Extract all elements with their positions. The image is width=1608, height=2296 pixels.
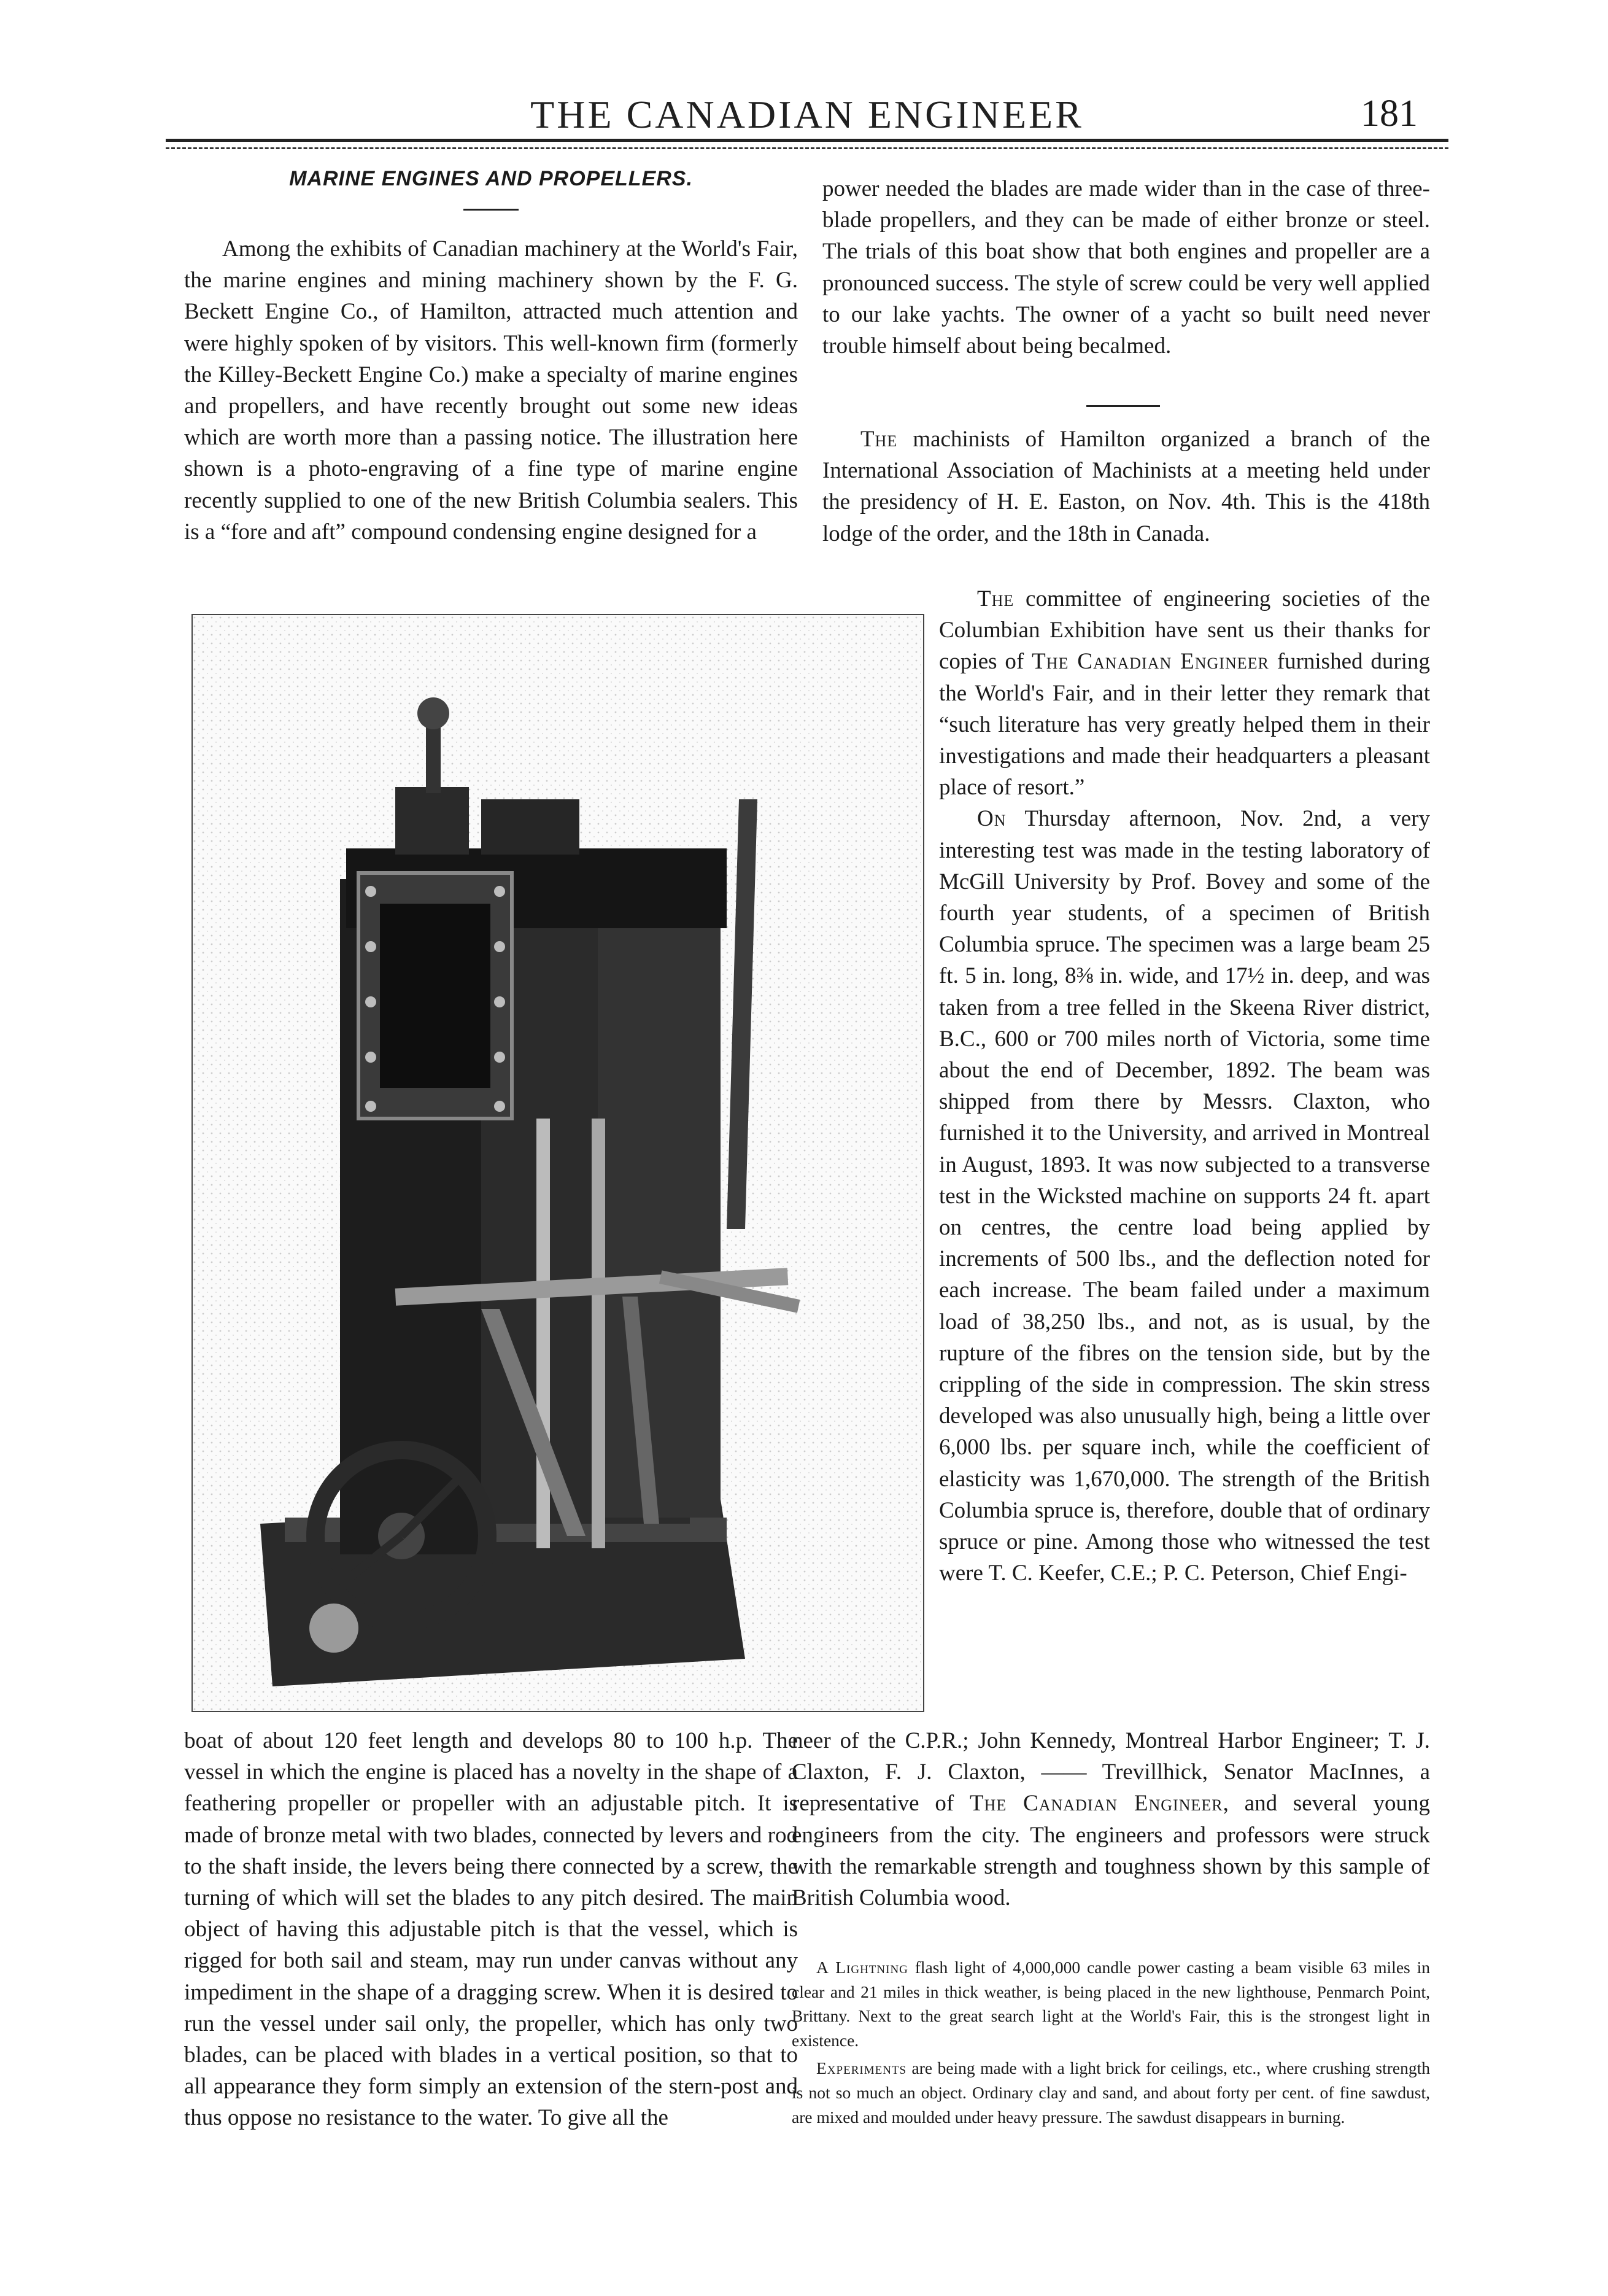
machinists-text: machinists of Hamilton organized a branch of the International Association of Machinists at a meeting held under the presidency of H. E. Easton, on Nov. 4th. This is the 418th lodge of the order, and the 18th in Canada. [822, 427, 1430, 546]
publication-name-2: The Canadian Engineer [969, 1791, 1223, 1817]
section-rule [1086, 405, 1160, 407]
test-text-b: neer of the C.P.R.; John Kennedy, Montreal Harbor Engineer; T. J. Claxton, F. J. Claxton, —— Trevillhick, Senator MacInnes, a representative of [792, 1728, 1430, 1817]
header-rule-dashed [166, 147, 1448, 149]
experiments-lead: Experiments [816, 2058, 907, 2078]
committee-text-a: committee of engineering societies of the Columbian Exhibition have sent us their thanks for copies of [939, 586, 1430, 675]
lightning-note: flash light of 4,000,000 candle power casting a beam visible 63 miles in clear and 21 miles in thick weather, is being placed in the new lighthouse, Penmarch Point, Brittany. Next to the great search light at the World's Fair, this is the strongest light in existence. [792, 1958, 1430, 2050]
test-text-a: Thursday afternoon, Nov. 2nd, a very interesting test was made in the testing laboratory of McGill University by Prof. Bovey and some of the fourth year students, of a specimen of British Columbia spruce. The specimen was a large beam 25 ft. 5 in. long, 8⅜ in. wide, and 17½ in. deep, and was taken from a tree felled in the Skeena River district, B.C., 600 or 700 miles north of Victoria, some time about the end of December, 1892. The beam was shipped from there by Messrs. Claxton, who furnished it to the University, and arrived in Montreal in August, 1893. It was now subjected to a transverse test in the Wicksted machine on supports 24 ft. apart on centres, the centre load being applied by increments of 500 lbs., and the deflection noted for each increase. The beam failed under a maximum load of 38,250 lbs., and not, as is usual, by the rupture of the fibres on the tension side, but by the crippling of the side in compression. The skin stress developed was also unusually high, being a little over 6,000 lbs. per square inch, while the coefficient of elasticity was 1,670,000. The strength of the British Columbia spruce is, therefore, double that of ordinary spruce or pine. Among those who witnessed the test were T. C. Keefer, C.E.; P. C. Peterson, Chief Engi- [939, 806, 1430, 1586]
machinists-item [822, 424, 1430, 549]
article-headline: MARINE ENGINES AND PROPELLERS. [289, 167, 693, 190]
page-number: 181 [1361, 93, 1418, 134]
article-paragraph-1: Among the exhibits of Canadian machinery at the World's Fair, the marine engines and mining machinery shown by the F. G. Beckett Engine Co., of Hamilton, attracted much attention and were highly spoken of by visitors. This well-known firm (formerly the Killey-Beckett Engine Co.) make a specialty of marine engines and propellers, and have recently brought out some new ideas which are worth more than a passing notice. The illustration here shown is a photo-engraving of a fine type of marine engine recently supplied to one of the new British Columbia sealers. This is a “fore and aft” compound condensing engine designed for a [184, 236, 798, 545]
article-column-left-bottom [184, 1725, 798, 2134]
brief-notes [792, 1955, 1430, 2133]
experiments-note: are being made with a light brick for ceilings, etc., where crushing strength is not so much an object. Ordinary clay and sand, and about forty per cent. of fine sawdust, are mixed and moulded under heavy pressure. The sawdust disappears in burning. [792, 2058, 1430, 2127]
machinists-lead: The [860, 427, 898, 452]
test-lead: On [977, 806, 1007, 832]
article-paragraph-1-continued: boat of about 120 feet length and develops 80 to 100 h.p. The vessel in which the engine is placed has a novelty in the shape of a feathering propeller or propeller with an adjustable pitch. It is made of bronze metal with two blades, connected by levers and rod to the shaft inside, the levers being there connected by a screw, the turning of which will set the blades to any pitch desired. The main object of having this adjustable pitch is that the vessel, which is rigged for both sail and steam, may run under canvas without any impediment in the shape of a dragging screw. When it is desired to run the vessel under sail only, the propeller, which has only two blades, can be placed with blades in a vertical position, so that to all appearance they form simply an extension of the stern-post and thus oppose no resistance to the water. To give all the [184, 1728, 798, 2131]
headline-rule [463, 209, 519, 211]
committee-text-b: furnished during the World's Fair, and in their letter they remark that “such literature has very greatly helped them in their investigations and made their headquarters a pleasant place of resort.” [939, 649, 1430, 801]
article-column-left-top [184, 233, 798, 548]
header-rule [166, 139, 1448, 142]
test-item-continued [792, 1725, 1430, 1914]
committee-lead: The [977, 586, 1015, 611]
article-column-right-top [822, 173, 1430, 362]
lightning-lead: A Lightning [816, 1958, 908, 1977]
committee-item [939, 583, 1430, 1589]
journal-title: THE CANADIAN ENGINEER [530, 93, 1084, 136]
publication-name: The Canadian Engineer [1032, 649, 1269, 675]
engine-photo [191, 614, 924, 1712]
test-text-c: , and several young engineers from the city. The engineers and professors were struck with the remarkable strength and toughness shown by this sample of British Columbia wood. [792, 1791, 1430, 1911]
running-header [166, 86, 1448, 141]
article-paragraph-1-end: power needed the blades are made wider than in the case of three-blade propellers, and they can be made of either bronze or steel. The trials of this boat show that both engines and propeller are a pronounced success. The style of screw could be very well applied to our lake yachts. The owner of a yacht so built need never trouble himself about being becalmed. [822, 176, 1430, 359]
marine-engine-illustration [193, 615, 923, 1711]
